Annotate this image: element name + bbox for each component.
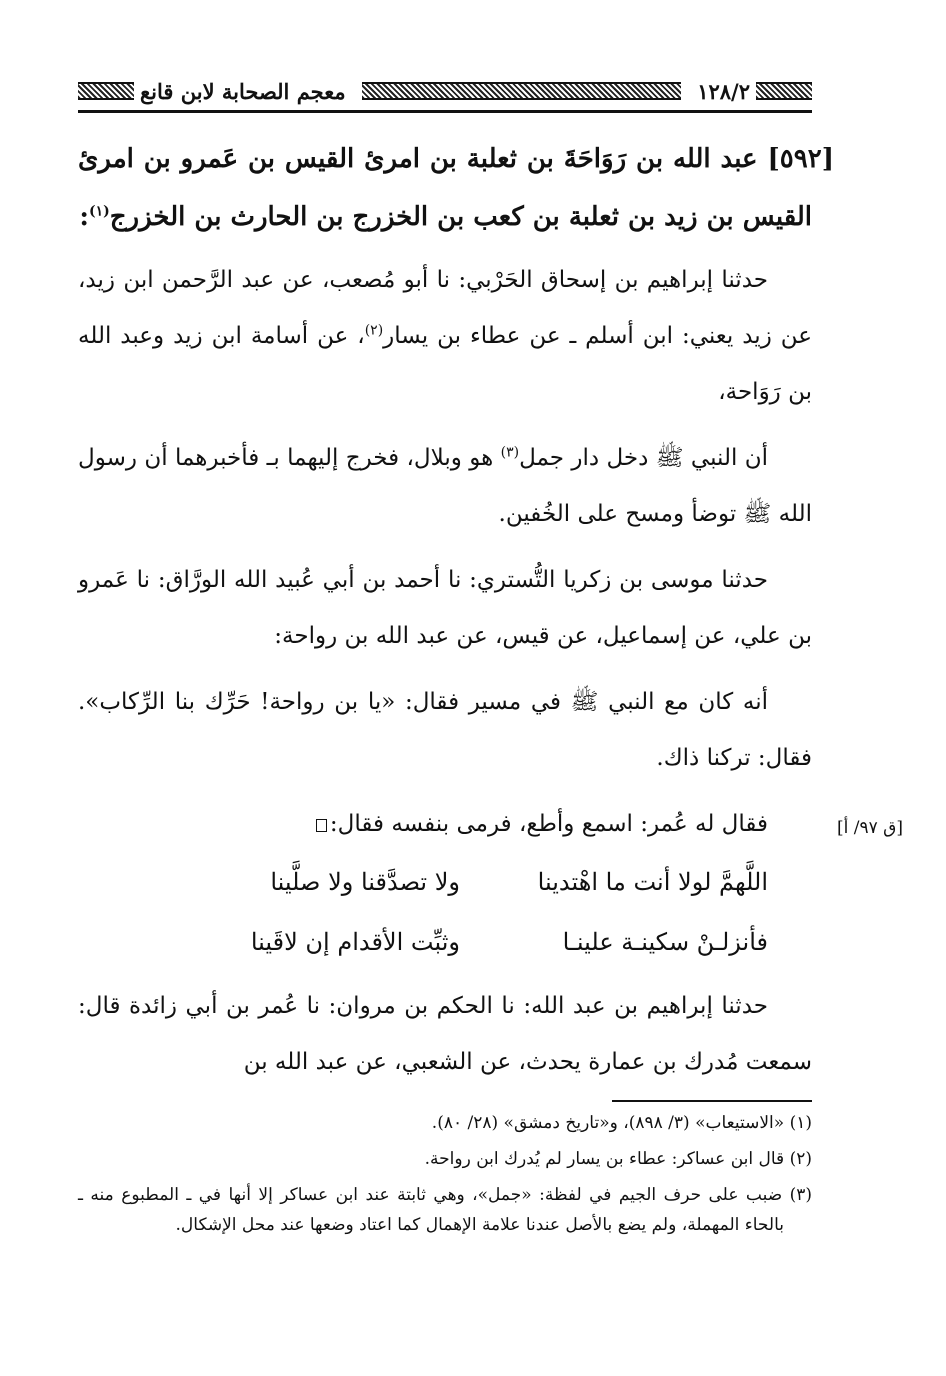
paragraph-matn-1 — [78, 430, 812, 542]
header-page-number: ١٢٨/٢ — [697, 78, 750, 104]
poem-line-1 — [78, 858, 812, 918]
entry-title-end: : — [79, 202, 89, 232]
poem-line-2-second-hemistich: وثبِّت الأقدام إن لاقَينا — [250, 928, 460, 956]
entry-title-text: عبد الله بن رَوَاحَةَ بن ثعلبة بن امرئ القيس بن عَمرو بن امرئ القيس بن زيد بن ثعلبة بن كعب بن الخزرج بن الحارث بن الخزرج — [78, 144, 812, 232]
section-marker-box — [316, 819, 327, 832]
paragraph-umar-saying — [78, 796, 812, 852]
manuscript-folio-note: [ق ٩٧/ أ] — [837, 818, 903, 838]
header-ornament-right — [756, 82, 812, 100]
paragraph-isnad-3: حدثنا إبراهيم بن عبد الله: نا الحكم بن مروان: نا عُمر بن أبي زائدة قال: سمعت مُدرك بن عمارة يحدث، عن الشعبي، عن عبد الله بن — [78, 993, 812, 1075]
poem-line-2-first-hemistich: فأنزلـنْ سكينـة علينـا — [562, 928, 768, 956]
paragraph-isnad-2: حدثنا موسى بن زكريا التُّستري: نا أحمد بن أبي عُبيد الله الورَّاق: نا عَمرو بن علي، عن إسماعيل، عن قيس، عن عبد الله بن رواحة: — [78, 567, 812, 649]
paragraph-isnad-1 — [78, 252, 812, 420]
header-ornament-middle — [362, 82, 682, 100]
paragraph-1-part-b: ، عن أسامة ابن زيد وعبد الله بن رَوَاحة، — [78, 323, 812, 405]
footnote-ref-2: (٢) — [364, 322, 384, 339]
paragraph-2-part-a: أن النبي ﷺ دخل دار جمل — [519, 445, 768, 471]
paragraph-1-part-a: حدثنا إبراهيم بن إسحاق الحَرْبي: نا أبو مُصعب، عن عبد الرَّحمن ابن زيد، عن زيد يعني: ابن أسلم ـ عن عطاء بن يسار — [78, 267, 812, 349]
running-header — [78, 74, 812, 108]
poem-line-1-second-hemistich: ولا تصدَّقنا ولا صلَّينا — [270, 868, 460, 896]
header-ornament-left — [78, 82, 134, 100]
footnote-separator — [612, 1100, 812, 1102]
poem-line-2 — [78, 918, 812, 978]
entry-heading — [78, 130, 834, 246]
poem — [78, 858, 812, 978]
entry-number: [٥٩٢] — [767, 144, 834, 174]
header-rule — [78, 110, 812, 113]
footnote-ref-3: (٣) — [500, 444, 520, 461]
header-book-title: معجم الصحابة لابن قانع — [140, 78, 346, 104]
paragraph-5-text: فقال له عُمر: اسمع وأطع، فرمى بنفسه فقال: — [329, 811, 768, 837]
footnotes — [78, 1108, 812, 1246]
footnote-2: (٢) قال ابن عساكر: عطاء بن يسار لم يُدرك ابن رواحة. — [424, 1149, 812, 1169]
footnote-1: (١) «الاستيعاب» (٣/ ٨٩٨)، و«تاريخ دمشق» (٢٨/ ٨٠). — [431, 1113, 812, 1133]
footnote-3: (٣) ضبب على حرف الجيم في لفظة: «جمل»، وهي ثابتة عند ابن عساكر إلا أنها في ـ المطبوع منه ـ بالحاء المهملة، ولم يضع بالأصل عندنا علامة الإهمال كما اعتاد وضعها عند محل الإشكال. — [78, 1185, 812, 1235]
poem-line-1-first-hemistich: اللَّهمَّ لولا أنت ما اهْتدينا — [537, 868, 768, 896]
main-text — [78, 130, 834, 1090]
paragraph-2-part-b: هو وبلال، فخرج إليهما بـ فأخبرهما أن رسول الله ﷺ توضأ ومسح على الخُفين. — [78, 445, 812, 527]
paragraph-matn-2: أنه كان مع النبي ﷺ في مسير فقال: «يا بن رواحة! حَرِّك بنا الرِّكاب». فقال: تركنا ذاك. — [78, 689, 812, 771]
footnote-ref-1: (١) — [88, 203, 110, 220]
